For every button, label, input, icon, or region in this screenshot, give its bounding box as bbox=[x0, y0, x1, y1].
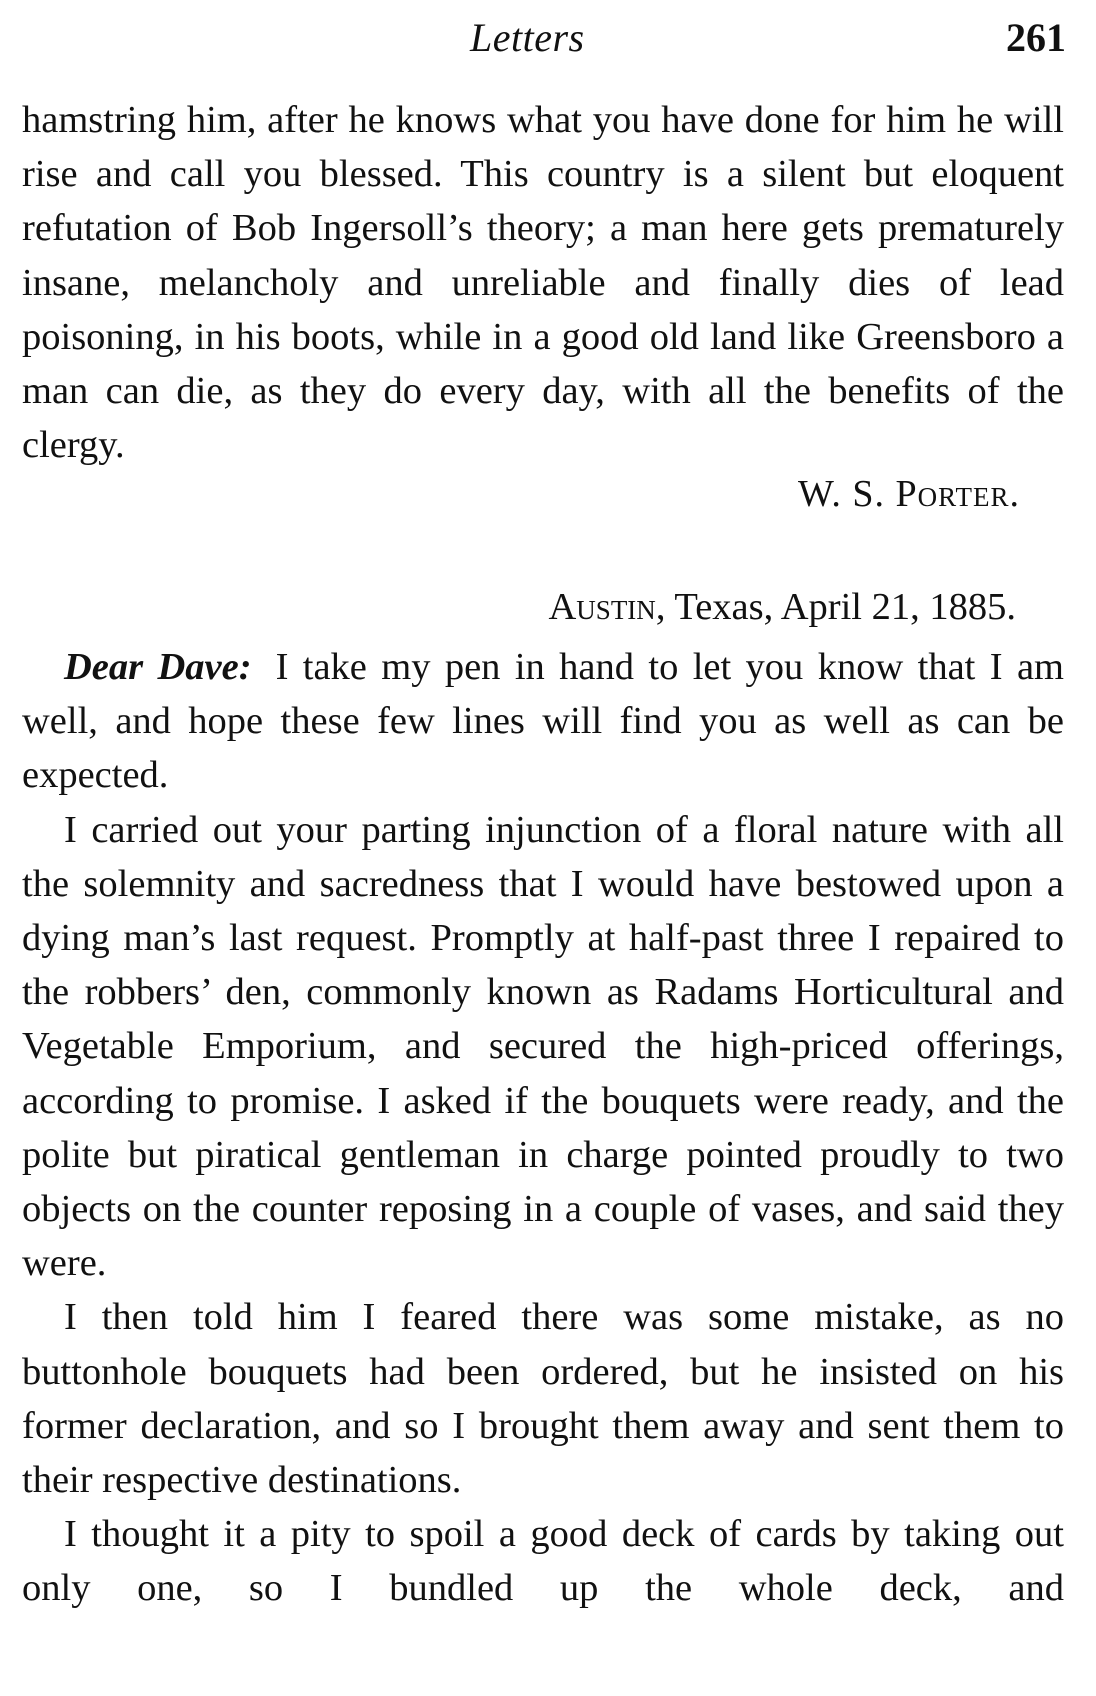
letter2-paragraph-3: I then told him I feared there was some mistake, as no buttonhole bouquets had been ordered, but he insisted on his former declaration, and so I brought them away and sent them to their respective destinations. bbox=[22, 1296, 1064, 1502]
salutation: Dear Dave: bbox=[64, 646, 252, 688]
letter1-paragraph: hamstring him, after he knows what you have done for him he will rise and call you blessed. This country is a silent but eloquent refutation of Bob Ingersoll’s theory; a man here gets prematurely insane, melancholy and unreliable and finally dies of lead poisoning, in his boots, while in a good old land like Greensboro a man can die, as they do every day, with all the benefits of the clergy. bbox=[22, 99, 1064, 467]
signature bbox=[798, 472, 1020, 516]
dateline-place: Austin bbox=[548, 586, 656, 628]
dateline-rest: , Texas, April 21, 1885. bbox=[655, 586, 1016, 628]
letter2-opening-paragraph bbox=[22, 640, 1064, 803]
page-header bbox=[0, 14, 1096, 74]
running-title: Letters bbox=[470, 15, 585, 60]
letter-body bbox=[22, 640, 1064, 1616]
signature-text: W. S. Porter. bbox=[797, 473, 1020, 515]
letter2-paragraph-4: I thought it a pity to spoil a good deck of cards by taking out only one, so I bundled up the whole deck, and bbox=[22, 1513, 1064, 1610]
letter-continuation bbox=[22, 93, 1064, 472]
letter2-paragraph-2: I carried out your parting injunction of a floral nature with all the solemnity and sacredness that I would have bestowed upon a dying man’s last request. Promptly at half-past three I repaired to the robbers’ den, commonly known as Radams Horticultural and Vegetable Emporium, and secured the high-priced offerings, according to promise. I asked if the bouquets were ready, and the polite but piratical gentleman in charge pointed proudly to two objects on the counter reposing in a couple of vases, and said they were. bbox=[22, 808, 1064, 1285]
dateline bbox=[549, 585, 1017, 629]
opening-text: I take my pen in hand to let you know that I am well, and hope these few lines will find you as well as can be expected. bbox=[22, 646, 1064, 797]
page-number: 261 bbox=[1006, 15, 1066, 60]
